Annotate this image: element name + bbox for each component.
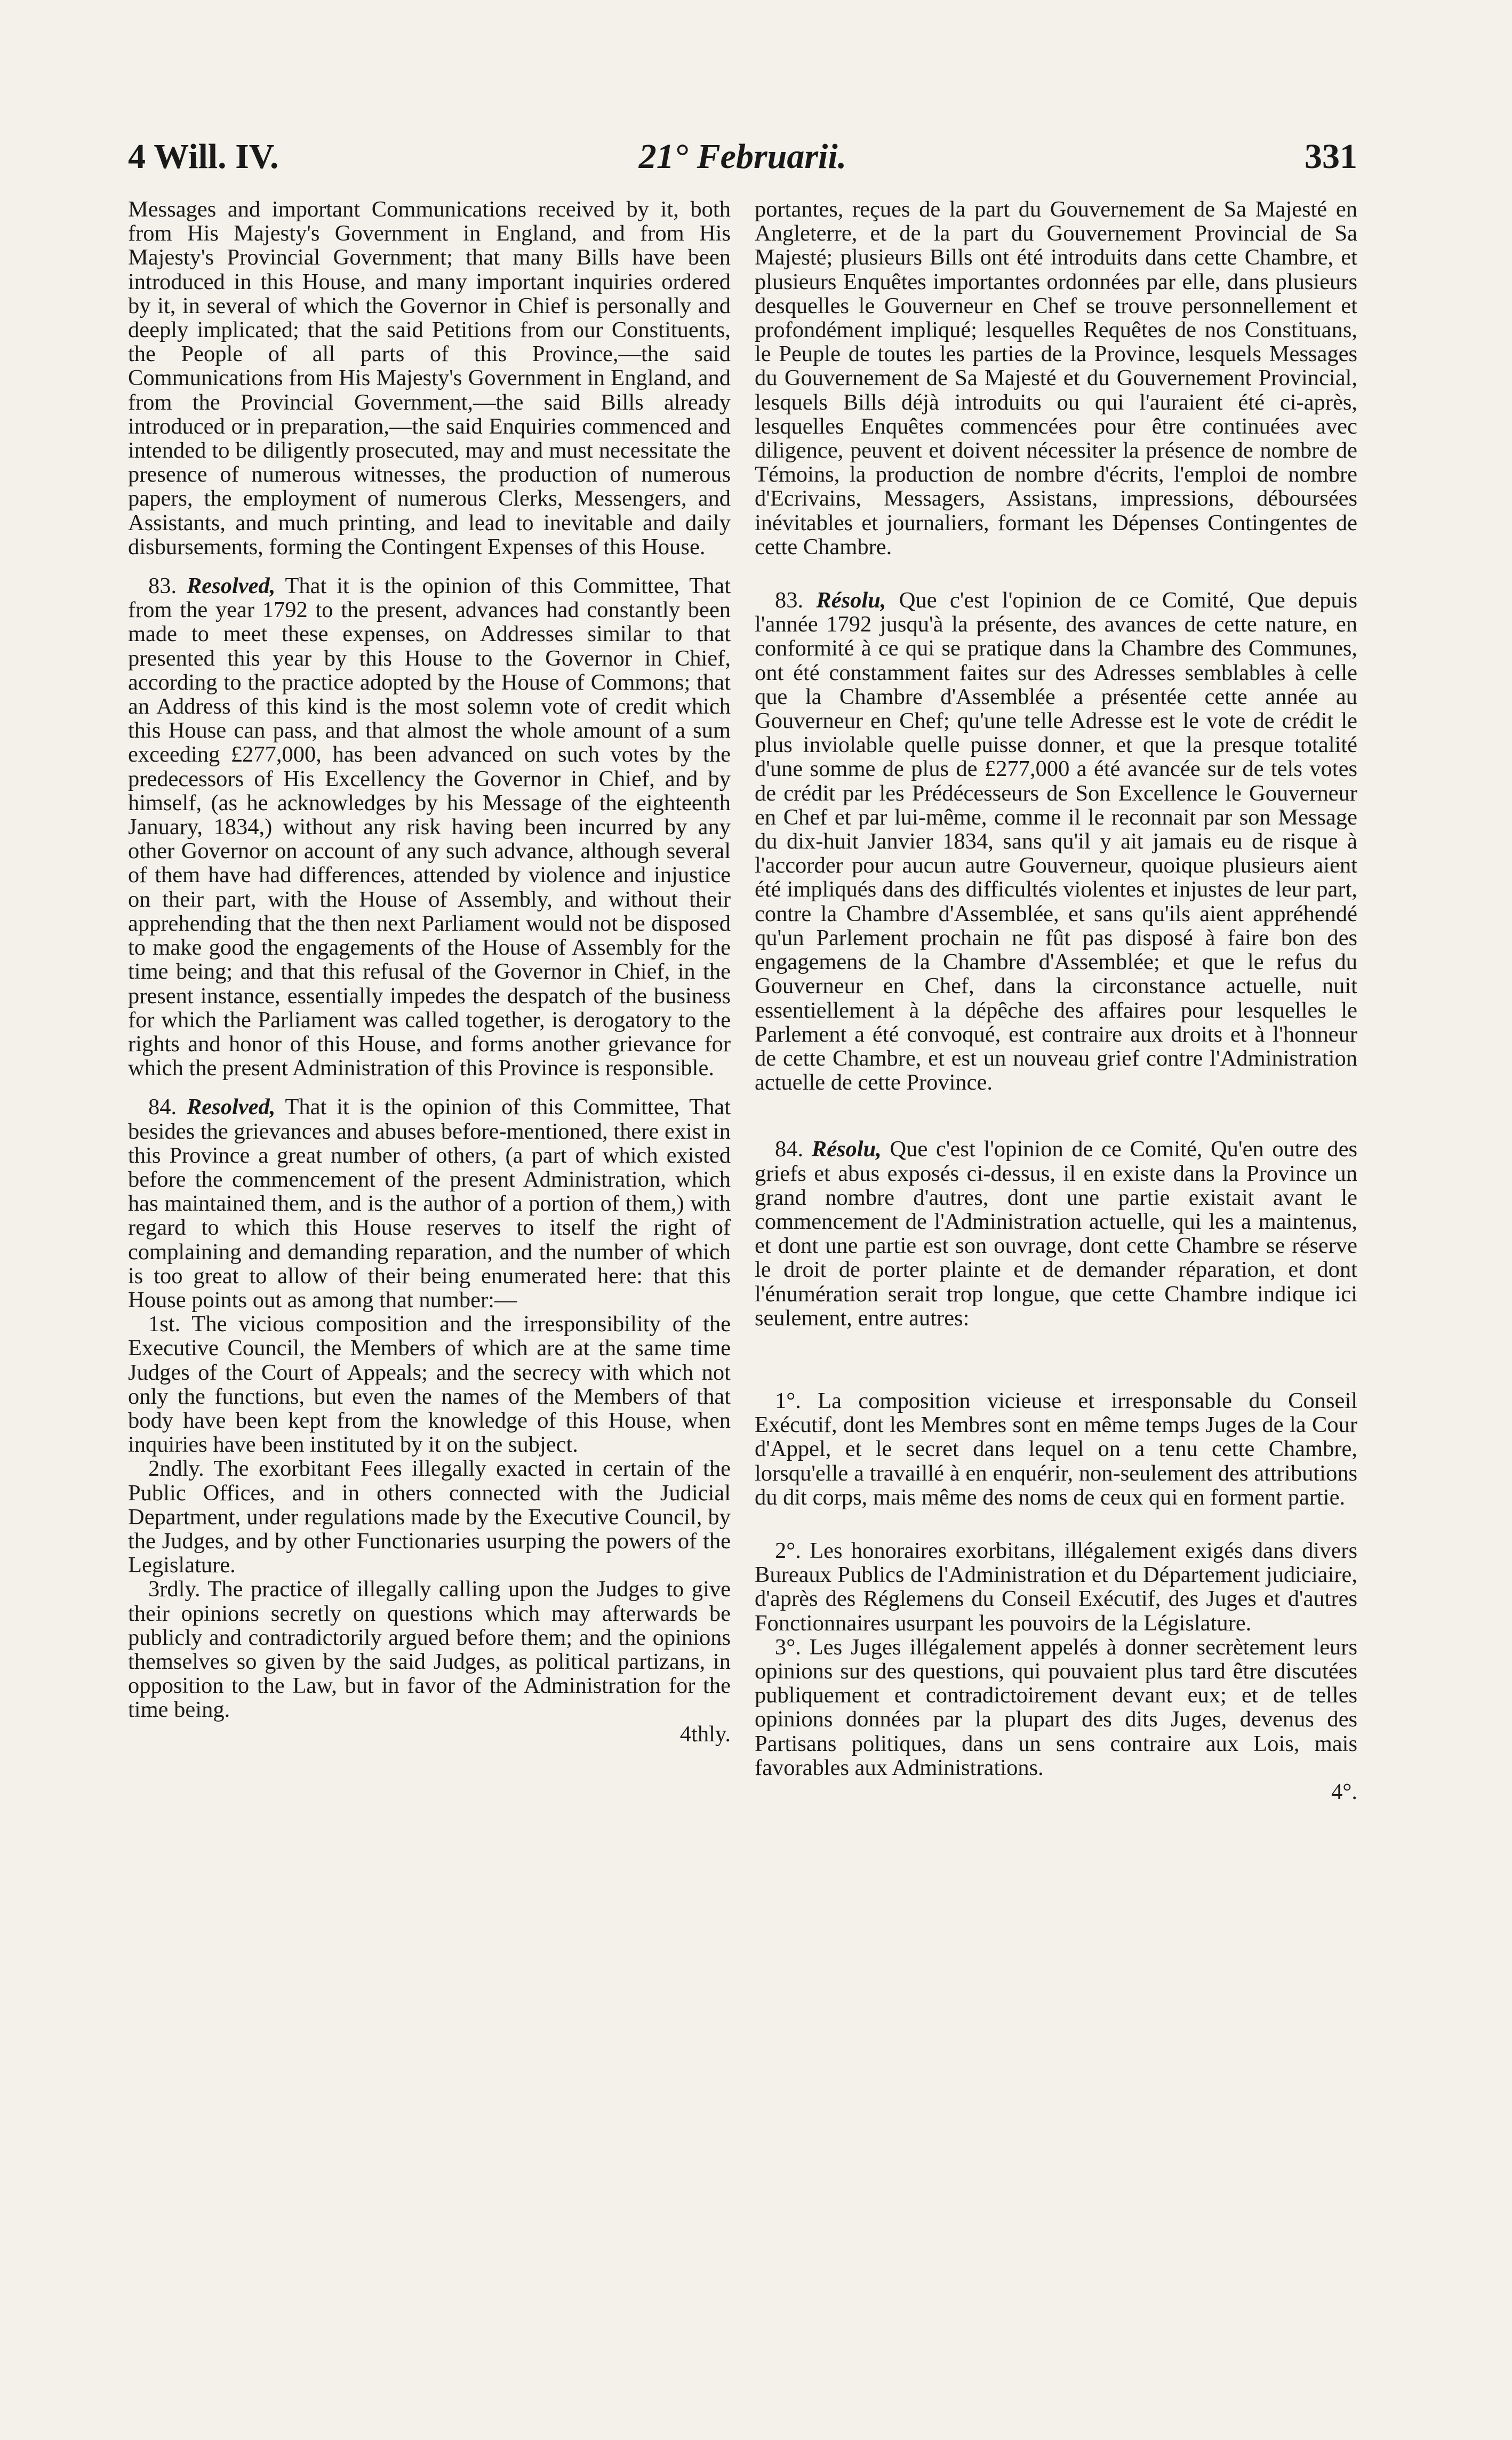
french-column xyxy=(755,197,1357,1804)
resolution-number: 84. xyxy=(775,1137,804,1162)
page-header xyxy=(128,137,1357,185)
date-heading: 21° Februarii. xyxy=(638,137,847,176)
resolution-number: 83. xyxy=(148,573,177,599)
french-intro-paragraph: portantes, reçues de la part du Gouvernement de Sa Majesté en Angleterre, et de la part du Gouvernement Provincial de Sa Majesté; plusieurs Bills ont été introduits dans cette Chambre, et plusieurs Enquêtes importantes ordonnées par elle, dans plusieurs desquelles le Gouverneur en Chef se trouve personnellement et profondément impliqué; lesquelles Requêtes de nos Constituans, le Peuple de toutes les parties de la Province, lesquels Messages du Gouvernement de Sa Majesté et du Gouvernement Provincial, lesquels Bills déjà introduits ou qui l'auraient été ci-après, lesquelles Enquêtes commencées pour être continuées avec diligence, peuvent et doivent nécessiter la présence de nombre de Témoins, la production de nombre d'écrits, l'emploi de nombre d'Ecrivains, Messagers, Assistans, impressions, déboursées inévitables et journaliers, formant les Dépenses Contingentes de cette Chambre. xyxy=(755,197,1357,559)
english-resolution-83 xyxy=(128,574,731,1080)
resolution-text: Que c'est l'opinion de ce Comité, Que depuis l'année 1792 jusqu'à la présente, des avances de cette nature, en conformité à ce qui se pratique dans la Chambre des Communes, ont été constamment faites sur des Adresses semblables à celle que la Chambre d'Assemblée a présentée cette année au Gouverneur en Chef; qu'une telle Adresse est le vote de crédit le plus inviolable quelle puisse donner, et que la presque totalité d'une somme de plus de £277,000 a été avancée sur de tels votes de crédit par les Prédécesseurs de Son Excellence le Gouverneur en Chef et par lui-même, comme il le reconnait par son Message du dix-huit Janvier 1834, sans qu'il y ait jamais eu de risque à l'accorder pour aucun autre Gouverneur, quoique plusieurs aient été impliqués dans des difficultés violentes et injustes de leur part, contre la Chambre d'Assemblée, et sans qu'ils aient appréhendé qu'un Parlement prochain ne fût pas disposé à faire bon des engagemens de la Chambre d'Assemblée; et que le refus du Gouverneur en Chef, dans la circonstance actuelle, nuit essentiellement à la dépêche des affaires pour lesquelles le Parlement a été convoqué, est contraire aux droits et à l'honneur de cette Chambre, et est un nouveau grief contre l'Administration actuelle de cette Province. xyxy=(755,588,1358,1095)
resolution-number: 84. xyxy=(148,1094,177,1120)
french-item-1: 1°. La composition vicieuse et irresponsable du Conseil Exécutif, dont les Membres sont en même temps Juges de la Cour d'Appel, et le secret dans lequel on a tenu cette Chambre, lorsqu'elle a travaillé à en enquérir, non-seulement des attributions du dit corps, mais même des noms de ceux qui en forment partie. xyxy=(755,1388,1357,1510)
resolution-text: That it is the opinion of this Committee, That besides the grievances and abuses before-mentioned, there exist in this Province a great number of others, (a part of which existed before the commencement of the present Administration, which has maintained them, and is the author of a portion of them,) with regard to which this House reserves to itself the right of complaining and demanding reparation, and the number of which is too great to allow of their being enumerated here: that this House points out as among that number:— xyxy=(128,1094,731,1313)
english-catchword: 4thly. xyxy=(679,1721,731,1747)
french-item-2: 2°. Les honoraires exorbitans, illégalement exigés dans divers Bureaux Publics de l'Administration et du Département judiciaire, d'après des Réglemens du Conseil Exécutif, des Juges et d'autres Fonctionnaires usurpant les pouvoirs de la Législature. xyxy=(755,1538,1357,1636)
french-resolution-84 xyxy=(755,1137,1357,1330)
resolution-number: 83. xyxy=(775,588,804,613)
english-item-2: 2ndly. The exorbitant Fees illegally exacted in certain of the Public Offices, and in others connected with the Judicial Department, under regulations made by the Executive Council, by the Judges, and by other Functionaries usurping the powers of the Legislature. xyxy=(128,1456,731,1578)
resolved-word: Resolved, xyxy=(186,573,276,599)
english-intro-paragraph: Messages and important Communications received by it, both from His Majesty's Government in England, and from His Majesty's Provincial Government; that many Bills have been introduced in this House, and many important inquiries ordered by it, in several of which the Governor in Chief is personally and deeply implicated; that the said Petitions from our Constituents, the People of all parts of this Province,—the said Communications from His Majesty's Government in England, and from the Provincial Government,—the said Bills already introduced or in preparation,—the said Enquiries commenced and intended to be diligently prosecuted, may and must necessitate the presence of numerous witnesses, the production of numerous papers, the employment of numerous Clerks, Messengers, and Assistants, and much printing, and lead to inevitable and daily disbursements, forming the Contingent Expenses of this House. xyxy=(128,197,731,559)
resolved-word: Résolu, xyxy=(816,588,886,613)
resolved-word: Résolu, xyxy=(811,1137,882,1162)
resolved-word: Resolved, xyxy=(186,1094,276,1120)
resolution-text: Que c'est l'opinion de ce Comité, Qu'en outre des griefs et abus exposés ci-dessus, il en existe dans la Province un grand nombre d'autres, dont une partie existait avant le commencement de l'Administration actuelle, qui les a maintenus, et dont une partie est son ouvrage, dont cette Chambre se réserve le droit de porter plainte et de demander réparation, et dont l'énumération serait trop longue, que cette Chambre indique ici seulement, entre autres: xyxy=(755,1137,1358,1331)
french-item-3: 3°. Les Juges illégalement appelés à donner secrètement leurs opinions sur des questions, qui pouvaient plus tard être discutées publiquement et contradictoirement devant eux; et de telles opinions données par la plupart des dits Juges, devenus des Partisans politiques, dans un sens contraire aux Lois, mais favorables aux Administrations. xyxy=(755,1634,1357,1780)
english-resolution-84 xyxy=(128,1095,731,1312)
page-number: 331 xyxy=(1305,137,1357,176)
french-catchword: 4°. xyxy=(1331,1779,1357,1804)
english-item-1: 1st. The vicious composition and the irresponsibility of the Executive Council, the Members of which are at the same time Judges of the Court of Appeals; and the secrecy with which not only the functions, but even the names of the Members of that body have been kept from the knowledge of this House, when inquiries have been instituted by it on the subject. xyxy=(128,1311,731,1458)
english-item-3: 3rdly. The practice of illegally calling upon the Judges to give their opinions secretly on questions which may afterwards be publicly and contradictorily argued before them; and the opinions themselves so given by the said Judges, as political partizans, in opposition to the Law, but in favor of the Administration for the time being. xyxy=(128,1577,731,1723)
english-column xyxy=(128,197,731,1746)
french-resolution-83 xyxy=(755,588,1357,1094)
regnal-year: 4 Will. IV. xyxy=(128,137,279,176)
resolution-text: That it is the opinion of this Committee, That from the year 1792 to the present, advances had constantly been made to meet these expenses, on Addresses similar to that presented this year by this House to the Governor in Chief, according to the practice adopted by the House of Commons; that an Address of this kind is the most solemn vote of credit which this House can pass, and that almost the whole amount of a sum exceeding £277,000, has been advanced on such votes by the predecessors of His Excellency the Governor in Chief, and by himself, (as he acknowledges by his Message of the eighteenth January, 1834,) without any risk having been incurred by any other Governor on account of any such advance, although several of them have had differences, attended by violence and injustice on their part, with the House of Assembly, and without their apprehending that the then next Parliament would not be disposed to make good the engagements of the House of Assembly for the time being; and that this refusal of the Governor in Chief, in the present instance, essentially impedes the despatch of the business for which the Parliament was called together, is derogatory to the rights and honor of this House, and forms another grievance for which the present Administration of this Province is responsible. xyxy=(128,573,731,1081)
